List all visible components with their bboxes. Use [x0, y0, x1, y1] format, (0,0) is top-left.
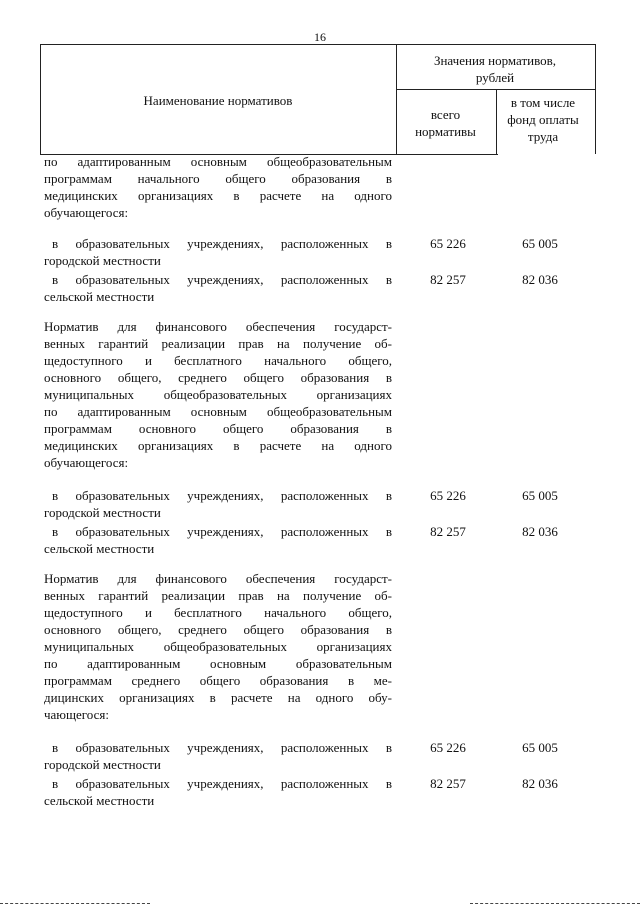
- value-fot: 82 036: [522, 272, 558, 287]
- norm-text-line: Норматив для финансового обеспечения государст-: [44, 319, 392, 334]
- row-label: сельской местности: [44, 289, 155, 304]
- value-total: 65 226: [430, 236, 466, 251]
- norm-text-line: программам среднего общего образования в ме-: [44, 673, 392, 688]
- norm-text-line: программам начального общего образования в: [44, 171, 392, 186]
- norm-text-line: дицинских организациях в расчете на одного обу-: [44, 690, 392, 705]
- header-left-border: [40, 44, 41, 154]
- header-subcol-divider: [496, 89, 497, 155]
- norm-text-line: медицинских организациях в расчете на одного: [44, 188, 392, 203]
- norm-text-line: по адаптированным основным общеобразовательным: [44, 404, 392, 419]
- row-label: городской местности: [44, 757, 161, 772]
- norm-text-line: основного общего, среднего общего образования в: [44, 370, 392, 385]
- norm-text-line: основного общего, среднего общего образования в: [44, 622, 392, 637]
- value-total: 82 257: [430, 776, 466, 791]
- row-label: в образовательных учреждениях, расположенных в: [52, 740, 392, 755]
- value-fot: 65 005: [522, 488, 558, 503]
- row-label: городской местности: [44, 253, 161, 268]
- value-fot: 82 036: [522, 524, 558, 539]
- norm-text-line: медицинских организациях в расчете на одного: [44, 438, 392, 453]
- header-name-label: Наименование нормативов: [143, 93, 293, 108]
- page-number: 16: [314, 30, 326, 44]
- norm-text-line: Норматив для финансового обеспечения государст-: [44, 571, 392, 586]
- scan-edge-left: [0, 903, 150, 904]
- norm-text-line: обучающегося:: [44, 455, 129, 470]
- scan-edge-right: [470, 903, 640, 904]
- header-fot-label: в том числе фонд оплаты труда: [507, 95, 579, 144]
- norm-text-line: венных гарантий реализации прав на получение об-: [44, 336, 392, 351]
- row-label: сельской местности: [44, 793, 155, 808]
- header-total-label: всего нормативы: [415, 107, 476, 139]
- norm-text-line: щедоступного и бесплатного начального общего,: [44, 353, 392, 368]
- row-label: в образовательных учреждениях, расположенных в: [52, 236, 392, 251]
- row-label: в образовательных учреждениях, расположенных в: [52, 524, 392, 539]
- value-total: 65 226: [430, 740, 466, 755]
- norm-text-line: муниципальных общеобразовательных организациях: [44, 639, 392, 654]
- row-label: в образовательных учреждениях, расположенных в: [52, 488, 392, 503]
- row-label: в образовательных учреждениях, расположенных в: [52, 776, 392, 791]
- value-fot: 82 036: [522, 776, 558, 791]
- row-label: сельской местности: [44, 541, 155, 556]
- value-total: 65 226: [430, 488, 466, 503]
- header-values-label: Значения нормативов, рублей: [433, 53, 557, 85]
- row-label: в образовательных учреждениях, расположенных в: [52, 272, 392, 287]
- norm-text-line: по адаптированным основным образовательным: [44, 656, 392, 671]
- norm-text-line: чающегося:: [44, 707, 109, 722]
- value-total: 82 257: [430, 272, 466, 287]
- value-total: 82 257: [430, 524, 466, 539]
- norm-text-line: обучающегося:: [44, 205, 129, 220]
- value-fot: 65 005: [522, 236, 558, 251]
- row-label: городской местности: [44, 505, 161, 520]
- value-fot: 65 005: [522, 740, 558, 755]
- norm-text-line: щедоступного и бесплатного начального общего,: [44, 605, 392, 620]
- norm-text-line: программам основного общего образования в: [44, 421, 392, 436]
- norm-text-line: по адаптированным основным общеобразовательным: [44, 154, 392, 169]
- norm-text-line: венных гарантий реализации прав на получение об-: [44, 588, 392, 603]
- norm-text-line: муниципальных общеобразовательных организациях: [44, 387, 392, 402]
- header-right-border: [595, 44, 596, 154]
- header-top-border: [40, 44, 596, 45]
